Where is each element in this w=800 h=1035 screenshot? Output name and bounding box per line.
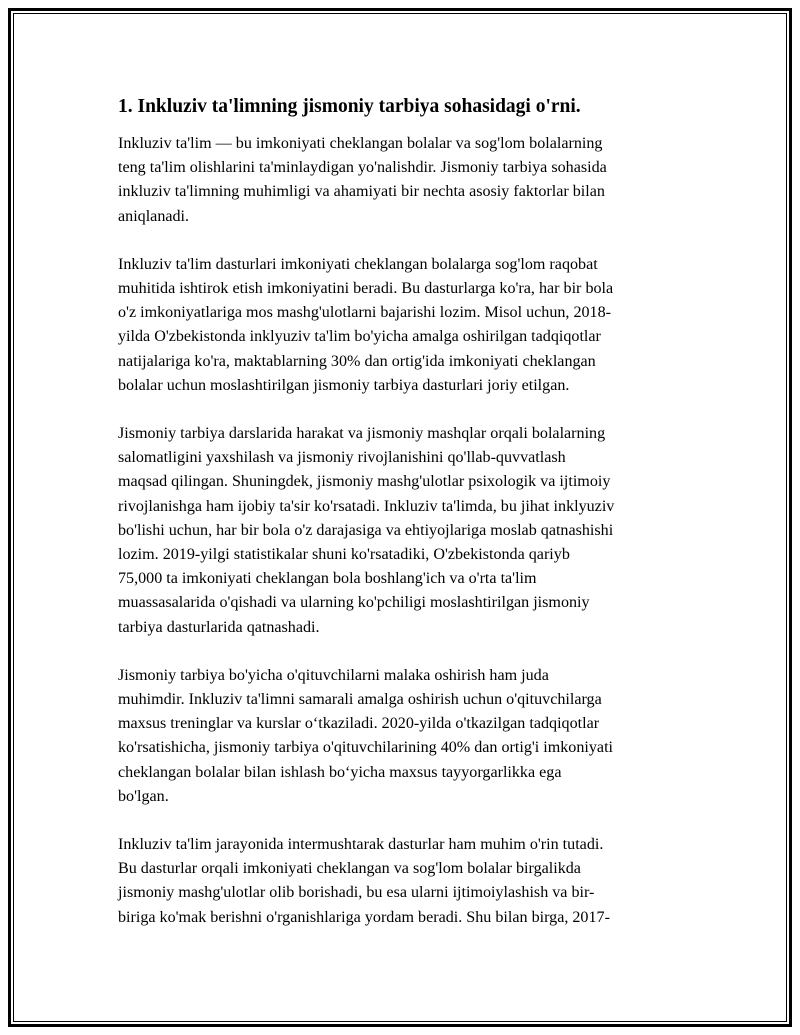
text-line: aniqlanadi. xyxy=(118,207,190,225)
text-line: inkluziv ta'limning muhimligi va ahamiyati bir nechta asosiy faktorlar bilan xyxy=(118,183,605,201)
text-line: Inkluziv ta'lim jarayonida intermushtarak dasturlar ham muhim o'rin tutadi. xyxy=(118,836,604,854)
text-line: Bu dasturlar orqali imkoniyati cheklangan va sog'lom bolalar birgalikda xyxy=(118,860,581,878)
text-line: natijalariga ko'ra, maktablarning 30% dan ortig'ida imkoniyati cheklangan xyxy=(118,352,596,370)
paragraph-5 xyxy=(118,833,688,930)
text-line: cheklangan bolalar bilan ishlash bo‘yicha maxsus tayyorgarlikka ega xyxy=(118,763,562,781)
text-line: salomatligini yaxshilash va jismoniy rivojlanishini qo'llab-quvvatlash xyxy=(118,449,566,467)
paragraph-1 xyxy=(118,132,688,229)
text-line: lozim. 2019-yilgi statistikalar shuni ko'rsatadiki, O'zbekistonda qariyb xyxy=(118,546,570,564)
text-line: muassasalarida o'qishadi va ularning ko'pchiligi moslashtirilgan jismoniy xyxy=(118,594,590,612)
text-line: Inkluziv ta'lim — bu imkoniyati cheklangan bolalar va sog'lom bolalarning xyxy=(118,135,603,152)
text-line: teng ta'lim olishlarini ta'minlaydigan yo'nalishdir. Jismoniy tarbiya sohasida xyxy=(118,159,607,177)
text-line: biriga ko'mak berishni o'rganishlariga yordam beradi. Shu bilan birga, 2017- xyxy=(118,908,610,926)
text-line: muhimdir. Inkluziv ta'limni samarali amalga oshirish uchun o'qituvchilarga xyxy=(118,691,602,709)
paragraph-4 xyxy=(118,664,688,809)
text-line: 75,000 ta imkoniyati cheklangan bola boshlang'ich va o'rta ta'lim xyxy=(118,570,537,588)
text-line: jismoniy mashg'ulotlar olib borishadi, bu esa ularni ijtimoiylashish va bir- xyxy=(118,884,595,902)
paragraph-2 xyxy=(118,253,688,398)
text-line: tarbiya dasturlarida qatnashadi. xyxy=(118,618,320,636)
section-heading: 1. Inkluziv ta'limning jismoniy tarbiya sohasidagi o'rni. xyxy=(118,96,581,117)
text-line: bolalar uchun moslashtirilgan jismoniy tarbiya dasturlari joriy etilgan. xyxy=(118,376,570,394)
text-line: Inkluziv ta'lim dasturlari imkoniyati cheklangan bolalarga sog'lom raqobat xyxy=(118,255,598,273)
document-body xyxy=(118,94,688,954)
text-line: o'z imkoniyatlariga mos mashg'ulotlarni bajarishi lozim. Misol uchun, 2018- xyxy=(118,304,612,322)
text-line: Jismoniy tarbiya darslarida harakat va jismoniy mashqlar orqali bolalarning xyxy=(118,425,606,443)
paragraph-3 xyxy=(118,422,688,640)
text-line: bo'lgan. xyxy=(118,787,169,805)
text-line: maqsad qilingan. Shuningdek, jismoniy mashg'ulotlar psixologik va ijtimoiy xyxy=(118,473,611,491)
text-line: ko'rsatishicha, jismoniy tarbiya o'qituvchilarining 40% dan ortig'i imkoniyati xyxy=(118,739,614,757)
text-line: bo'lishi uchun, har bir bola o'z darajasiga va ehtiyojlariga moslab qatnashishi xyxy=(118,521,614,539)
text-line: muhitida ishtirok etish imkoniyatini beradi. Bu dasturlarga ko'ra, har bir bola xyxy=(118,280,614,298)
text-line: maxsus treninglar va kurslar o‘tkaziladi. 2020-yilda o'tkazilgan tadqiqotlar xyxy=(118,715,600,733)
text-line: rivojlanishga ham ijobiy ta'sir ko'rsatadi. Inkluziv ta'limda, bu jihat inklyuziv xyxy=(118,497,615,515)
text-line: yilda O'zbekistonda inklyuziv ta'lim bo'yicha amalga oshirilgan tadqiqotlar xyxy=(118,328,601,346)
text-line: Jismoniy tarbiya bo'yicha o'qituvchilarni malaka oshirish ham juda xyxy=(118,666,549,684)
